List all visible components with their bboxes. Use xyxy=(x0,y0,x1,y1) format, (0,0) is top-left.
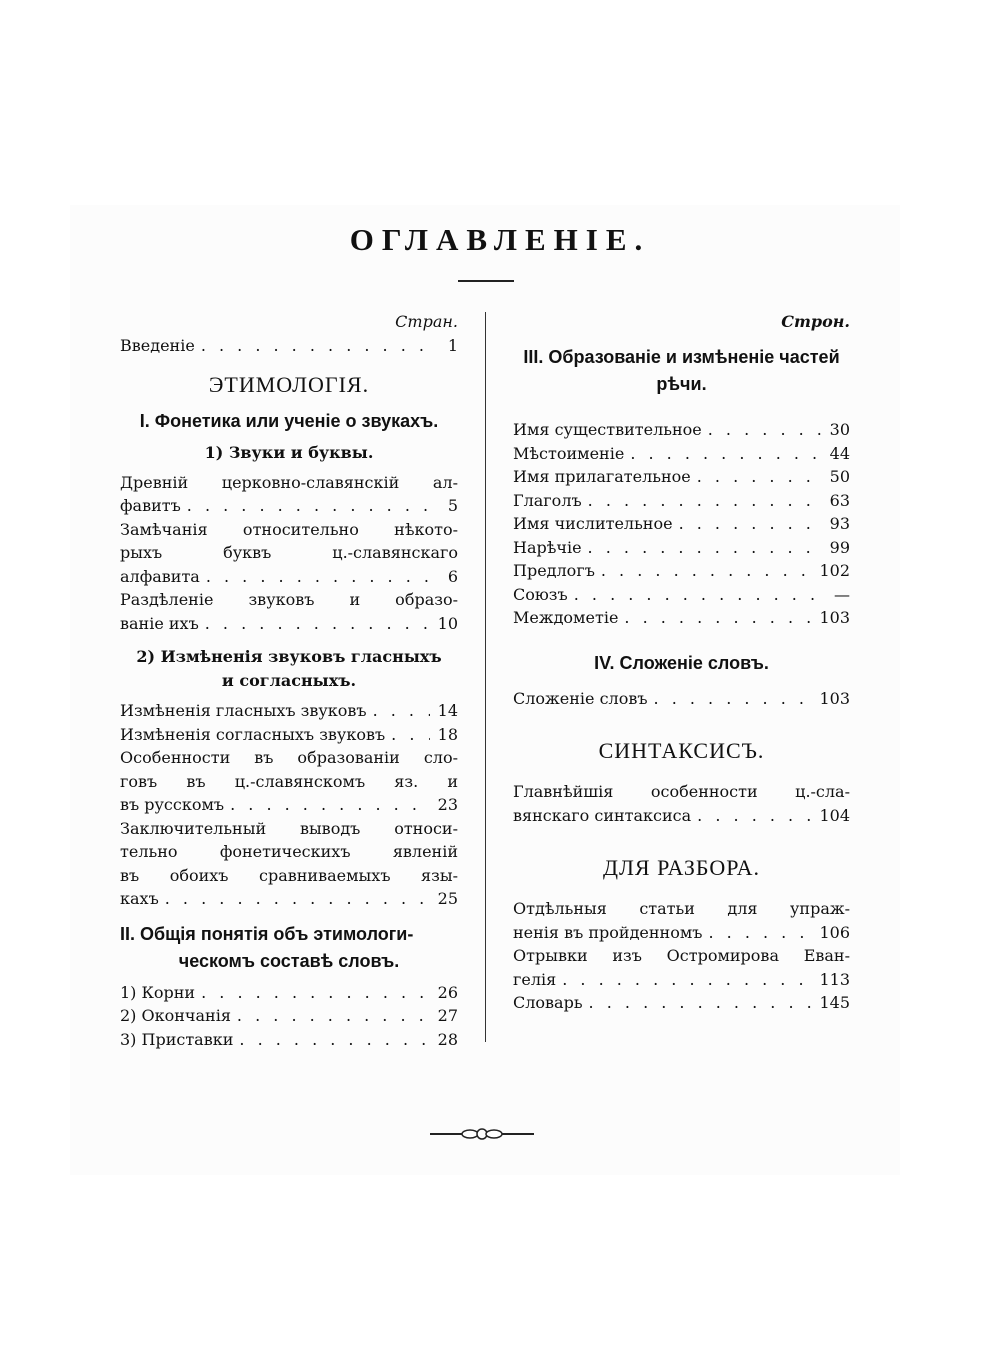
column-divider xyxy=(485,312,486,1042)
toc-entry-intro[interactable]: Введенiе . . . 1 xyxy=(120,334,458,358)
toc-entry-pronoun[interactable]: Мѣстоименiе . . . 44 xyxy=(513,442,850,466)
toc-entry-gospel[interactable]: Отрывки изъ Остромирова Еван- гелiя . . . 113 xyxy=(513,944,850,991)
section-heading-etymology: ЭТИМОЛОГIЯ. xyxy=(208,371,370,397)
part-heading-compounding: IV. Сложенiе словъ. xyxy=(594,652,769,673)
section-heading-syntax: СИНТАКСИСЪ. xyxy=(598,738,765,763)
toc-entry-preposition[interactable]: Предлогъ . . . 102 xyxy=(513,559,850,583)
toc-entry-adjective[interactable]: Имя прилагательное . . . 50 xyxy=(513,465,850,489)
toc-entry-compounding[interactable]: Сложенiе словъ . . . 103 xyxy=(513,687,850,711)
toc-entry-conjunction[interactable]: Союзъ . . . — xyxy=(513,583,850,607)
part-heading-etymological-composition: II. Общiя понятiя объ этимологи- xyxy=(120,923,414,944)
toc-entry-numeral[interactable]: Имя числительное . . . 93 xyxy=(513,512,850,536)
toc-entry-noun[interactable]: Имя существительное . . . 30 xyxy=(513,418,850,442)
subheading-sound-changes: 2) Измѣненiя звуковъ гласныхъ xyxy=(136,647,442,666)
page-title: ОГЛАВЛЕНIЕ. xyxy=(349,222,651,257)
subheading-sounds-letters: 1) Звуки и буквы. xyxy=(204,442,374,462)
toc-entry-dictionary[interactable]: Словарь . . . 145 xyxy=(513,991,850,1015)
toc-entry-exercises[interactable]: Отдѣльныя статьи для упраж- ненiя въ пройденномъ . . . 106 xyxy=(513,897,850,944)
part-heading-etymological-composition-cont: ческомъ составѣ словъ. xyxy=(178,950,400,971)
part-heading-phonetics: I. Фонетика или ученiе о звукахъ. xyxy=(139,410,439,431)
left-column xyxy=(120,310,458,1051)
right-column xyxy=(513,310,850,1015)
toc-entry-remarks[interactable]: Замѣчанiя относительно нѣкото- рыхъ буквъ ц.-славянскаго алфавита . . . 6 xyxy=(120,518,458,589)
subheading-sound-changes-cont: и согласныхъ. xyxy=(221,671,357,690)
toc-entry-adverb[interactable]: Нарѣчiе . . . 99 xyxy=(513,536,850,560)
toc-entry-conclusion[interactable]: Заключительный выводъ относи- тельно фонетическихъ явленiй въ обоихъ сравниваемыхъ язы- кахъ . . . 25 xyxy=(120,817,458,911)
parts-of-speech-list xyxy=(513,418,850,630)
toc-entry-alphabet[interactable]: Древнiй церковно-славянскiй ал- фавитъ . . . 5 xyxy=(120,471,458,518)
toc-entry-endings[interactable]: 2) Окончанiя . . . 27 xyxy=(120,1004,458,1028)
toc-entry-division[interactable]: Раздѣленiе звуковъ и образо- ванiе ихъ . . . 10 xyxy=(120,588,458,635)
toc-entry-consonants[interactable]: Измѣненiя согласныхъ звуковъ . . . 18 xyxy=(120,723,458,747)
section-heading-analysis: ДЛЯ РАЗБОРА. xyxy=(602,855,761,880)
toc-entry-syntax[interactable]: Главнѣйшiя особенности ц.-сла- вянскаго синтаксиса . . . 104 xyxy=(513,780,850,827)
toc-entry-syllables[interactable]: Особенности въ образованiи сло- говъ въ ц.-славянскомъ яз. и въ русскомъ . . . 23 xyxy=(120,746,458,817)
toc-entry-vowels[interactable]: Измѣненiя гласныхъ звуковъ . . . 14 xyxy=(120,699,458,723)
toc-entry-prefixes[interactable]: 3) Приставки . . . 28 xyxy=(120,1028,458,1052)
toc-entry-interjection[interactable]: Междометiе . . . 103 xyxy=(513,606,850,630)
toc-entry-roots[interactable]: 1) Корни . . . 26 xyxy=(120,981,458,1005)
part-heading-parts-of-speech-cont: рѣчи. xyxy=(656,374,707,394)
page-column-header: Строн. xyxy=(781,312,850,331)
part-heading-parts-of-speech: III. Образованiе и измѣненiе частей xyxy=(523,347,840,367)
ornament-icon xyxy=(430,1127,534,1141)
title-rule xyxy=(458,280,514,282)
toc-entry-verb[interactable]: Глаголъ . . . 63 xyxy=(513,489,850,513)
page-column-header: Стран. xyxy=(395,312,458,331)
